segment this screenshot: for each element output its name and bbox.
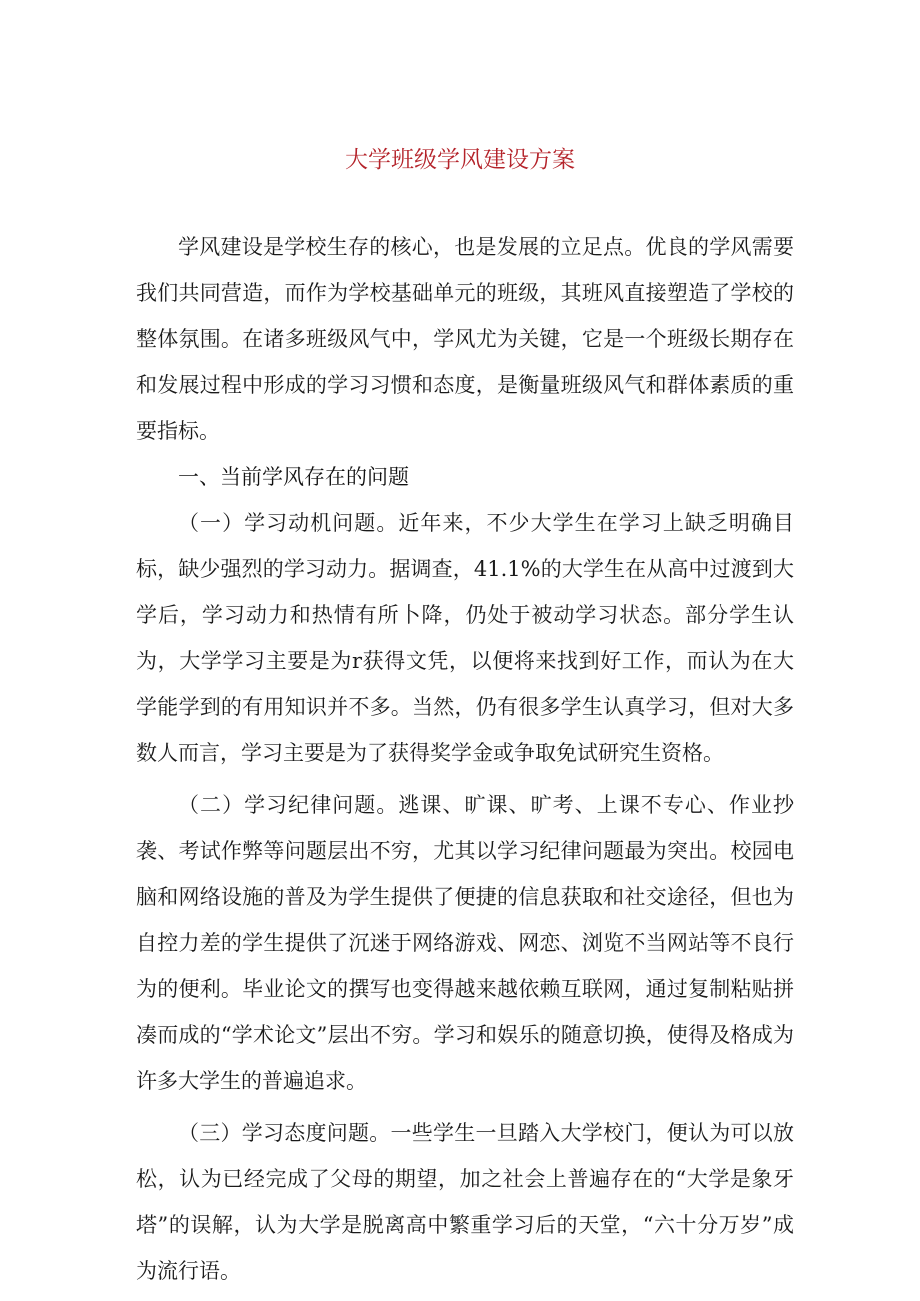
- intro-paragraph: 学风建设是学校生存的核心，也是发展的立足点。优良的学风需要我们共同营造，而作为学校基础单元的班级，其班风直接塑造了学校的整体氛围。在诸多班级风气中，学风尤为关键，它是一个班级长期存在和发展过程中形成的学习习惯和态度，是衡量班级风气和群体素质的重要指标。: [136, 235, 794, 443]
- section-heading: 一、当前学风存在的问题: [178, 465, 409, 489]
- document-title: 大学班级学风建设方案: [345, 147, 575, 173]
- paragraph-learning-attitude: （三）学习态度问题。一些学生一旦踏入大学校门，便认为可以放松，认为已经完成了父母的期望，加之社会上普遍存在的“大学是象牙塔”的误解，认为大学是脱离高中繁重学习后的天堂，“六十分万岁”成为流行语。: [136, 1121, 794, 1283]
- paragraph-learning-discipline: （二）学习纪律问题。逃课、旷课、旷考、上课不专心、作业抄袭、考试作弊等问题层出不穷，尤其以学习纪律问题最为突出。校园电脑和网络设施的普及为学生提供了便捷的信息获取和社交途径，但也为自控力差的学生提供了沉迷于网络游戏、网恋、浏览不当网站等不良行为的便利。毕业论文的撰写也变得越来越依赖互联网，通过复制粘贴拼凑而成的“学术论文”层出不穷。学习和娱乐的随意切换，使得及格成为许多大学生的普遍追求。: [136, 793, 794, 1093]
- paragraph-learning-motivation: （一）学习动机问题。近年来，不少大学生在学习上缺乏明确目标，缺少强烈的学习动力。据调查，41.1%的大学生在从高中过渡到大学后，学习动力和热情有所卜降，仍处于被动学习状态。部分学生认为，大学学习主要是为r获得文凭，以便将来找到好工作，而认为在大学能学到的有用知识并不多。当然，仍有很多学生认真学习，但对大多数人而言，学习主要是为了获得奖学金或争取免试研究生资格。: [136, 511, 794, 765]
- document-body: [136, 224, 794, 1294]
